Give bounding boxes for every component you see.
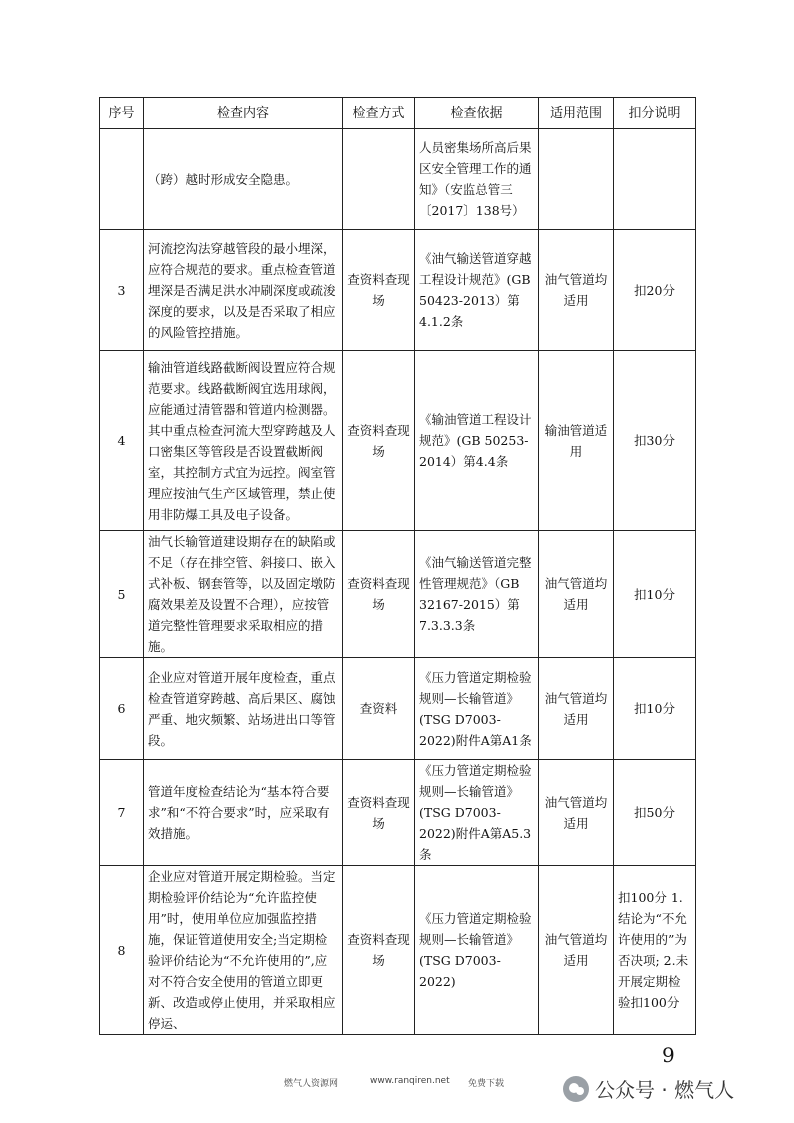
row-deduction: 扣30分 (614, 351, 696, 531)
row-content: 企业应对管道开展定期检验。当定期检验评价结论为“允许监控使用”时，使用单位应加强监控措施，保证管道使用安全;当定期检验评价结论为“不允许使用的”,应对不符合安全使用的管道立即更新、改造或停止使用，并采取相应停运、 (144, 866, 343, 1035)
row-no: 6 (100, 658, 144, 760)
row-content: 油气长输管道建设期存在的缺陷或不足（存在排空管、斜接口、嵌入式补板、钢套管等，以及固定墩防腐效果差及设置不合理），应按管道完整性管理要求采取相应的措施。 (144, 531, 343, 658)
inspection-table (99, 97, 696, 1035)
row-content: 企业应对管道开展年度检查，重点检查管道穿跨越、高后果区、腐蚀严重、地灾频繁、站场进出口等管段。 (144, 658, 343, 760)
row-basis: 《输油管道工程设计规范》(GB 50253-2014）第4.4条 (415, 351, 539, 531)
row-scope: 输油管道适用 (539, 351, 614, 531)
row-no: 8 (100, 866, 144, 1035)
row-no: 5 (100, 531, 144, 658)
row-method: 查资料查现场 (343, 866, 415, 1035)
row-scope: 油气管道均适用 (539, 658, 614, 760)
footer-download: 免费下载 (468, 1079, 505, 1089)
header-content: 检查内容 (144, 98, 343, 129)
row-scope: 油气管道均适用 (539, 531, 614, 658)
row-method: 查资料查现场 (343, 531, 415, 658)
header-scope: 适用范围 (539, 98, 614, 129)
row-scope: 油气管道均适用 (539, 866, 614, 1035)
row-deduction: 扣10分 (614, 658, 696, 760)
row-scope (539, 129, 614, 230)
table-row (100, 866, 696, 1035)
row-no: 3 (100, 230, 144, 351)
page-number: 9 (662, 1043, 675, 1067)
table-row (100, 351, 696, 531)
row-method (343, 129, 415, 230)
table-header-row (100, 98, 696, 129)
row-method: 查资料查现场 (343, 230, 415, 351)
row-basis: 人员密集场所高后果区安全管理工作的通知》（安监总管三〔2017〕138号） (415, 129, 539, 230)
row-scope: 油气管道均适用 (539, 230, 614, 351)
row-content: （跨）越时形成安全隐患。 (144, 129, 343, 230)
header-method: 检查方式 (343, 98, 415, 129)
row-content: 管道年度检查结论为“基本符合要求”和“不符合要求”时，应采取有效措施。 (144, 760, 343, 866)
table-row (100, 129, 696, 230)
row-method: 查资料查现场 (343, 760, 415, 866)
row-basis: 《油气输送管道完整性管理规范》（GB 32167-2015）第7.3.3.3条 (415, 531, 539, 658)
row-content: 输油管道线路截断阀设置应符合规范要求。线路截断阀宜选用球阀，应能通过清管器和管道内检测器。其中重点检查河流大型穿跨越及人口密集区等管段是否设置截断阀室，其控制方式宜为远控。阀室管理应按油气生产区域管理，禁止使用非防爆工具及电子设备。 (144, 351, 343, 531)
row-no (100, 129, 144, 230)
wechat-icon (563, 1076, 589, 1102)
table-row (100, 531, 696, 658)
row-basis: 《压力管道定期检验规则—长输管道》(TSG D7003-2022)附件A第A1条 (415, 658, 539, 760)
row-method: 查资料 (343, 658, 415, 760)
footer-site-name: 燃气人资源网 (284, 1079, 339, 1089)
row-basis: 《油气输送管道穿越工程设计规范》(GB 50423-2013）第4.1.2条 (415, 230, 539, 351)
row-deduction (614, 129, 696, 230)
row-no: 4 (100, 351, 144, 531)
row-deduction: 扣20分 (614, 230, 696, 351)
table-row (100, 230, 696, 351)
table-row (100, 658, 696, 760)
header-basis: 检查依据 (415, 98, 539, 129)
footer-site-url: www.ranqiren.net (370, 1076, 450, 1086)
watermark (563, 1074, 734, 1103)
row-scope: 油气管道均适用 (539, 760, 614, 866)
row-no: 7 (100, 760, 144, 866)
header-no: 序号 (100, 98, 144, 129)
row-basis: 《压力管道定期检验规则—长输管道》(TSG D7003-2022)附件A第A5.3条 (415, 760, 539, 866)
row-basis: 《压力管道定期检验规则—长输管道》(TSG D7003-2022) (415, 866, 539, 1035)
row-deduction: 扣50分 (614, 760, 696, 866)
row-deduction: 扣100分 1.结论为“不允许使用的”为否决项; 2.未开展定期检验扣100分 (614, 866, 696, 1035)
row-content: 河流挖沟法穿越管段的最小埋深，应符合规范的要求。重点检查管道埋深是否满足洪水冲刷深度或疏浚深度的要求，以及是否采取了相应的风险管控措施。 (144, 230, 343, 351)
row-deduction: 扣10分 (614, 531, 696, 658)
table-row (100, 760, 696, 866)
header-deduction: 扣分说明 (614, 98, 696, 129)
watermark-text: 公众号 · 燃气人 (595, 1078, 735, 1102)
row-method: 查资料查现场 (343, 351, 415, 531)
